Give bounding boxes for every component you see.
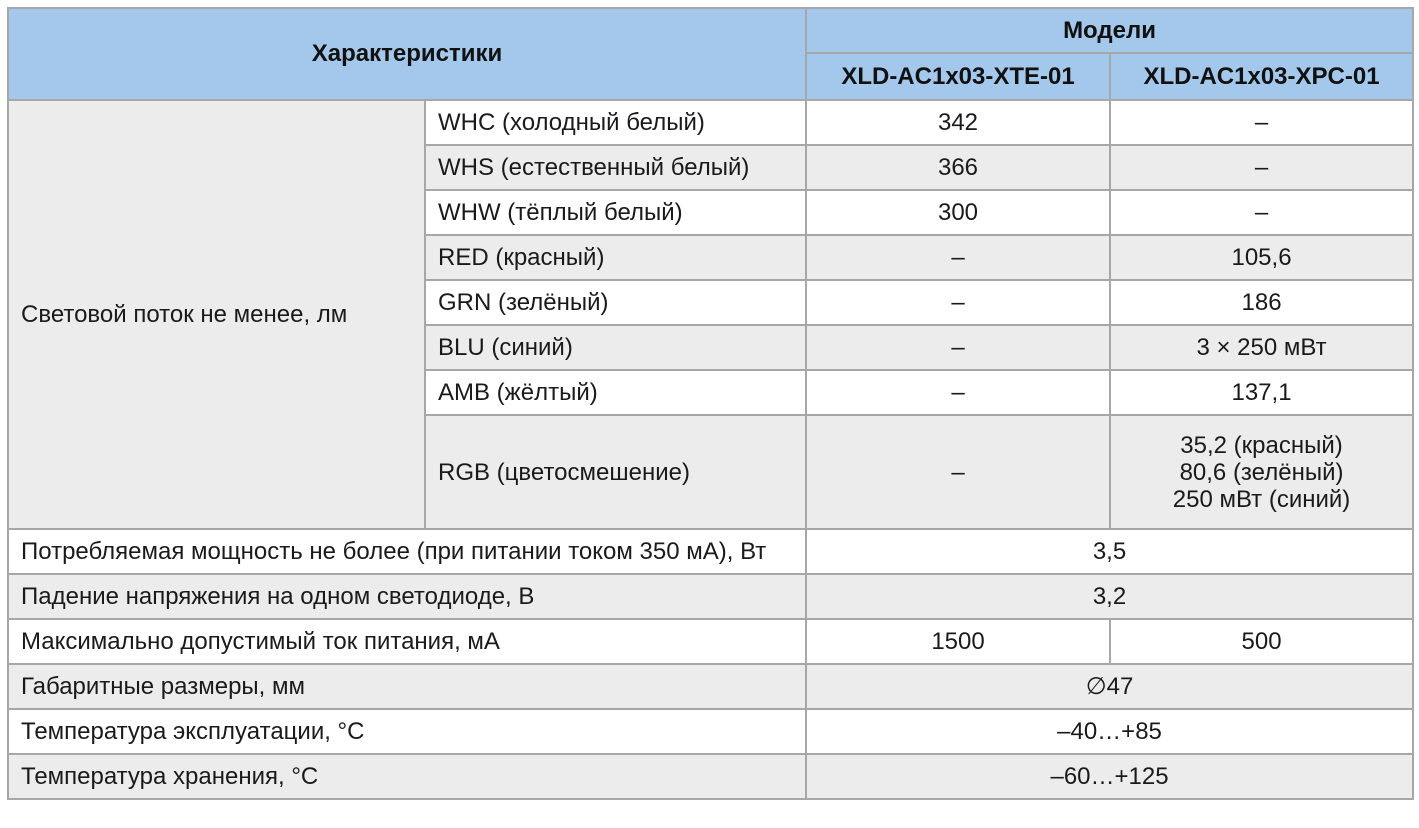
spec-label: Падение напряжения на одном светодиоде, В xyxy=(8,574,806,619)
table-row xyxy=(8,664,1413,709)
header-model-1: XLD-AC1x03-XTE-01 xyxy=(806,53,1110,100)
rgb-values-cell xyxy=(1110,415,1413,529)
rgb-value-line: 35,2 (красный) xyxy=(1180,431,1343,459)
value-cell: – xyxy=(806,415,1110,529)
value-cell: – xyxy=(1110,190,1413,235)
spec-label: Температура эксплуатации, °С xyxy=(8,709,806,754)
spec-value: ∅47 xyxy=(806,664,1413,709)
value-cell: 186 xyxy=(1110,280,1413,325)
spec-value: 3,2 xyxy=(806,574,1413,619)
value-cell: 105,6 xyxy=(1110,235,1413,280)
value-cell: – xyxy=(806,280,1110,325)
value-cell: 137,1 xyxy=(1110,370,1413,415)
spec-value-model-2: 500 xyxy=(1110,619,1413,664)
table-row xyxy=(8,709,1413,754)
value-cell: – xyxy=(1110,145,1413,190)
value-cell: 3 × 250 мВт xyxy=(1110,325,1413,370)
header-models: Модели xyxy=(806,8,1413,53)
table-row xyxy=(8,574,1413,619)
color-label: RGB (цветосмешение) xyxy=(425,415,806,529)
header-model-2: XLD-AC1x03-XPC-01 xyxy=(1110,53,1413,100)
value-cell: – xyxy=(1110,100,1413,145)
color-label: WHW (тёплый белый) xyxy=(425,190,806,235)
spec-table xyxy=(7,7,1414,800)
color-label: GRN (зелёный) xyxy=(425,280,806,325)
value-cell: – xyxy=(806,370,1110,415)
value-cell: 300 xyxy=(806,190,1110,235)
spec-label: Потребляемая мощность не более (при питании током 350 мА), Вт xyxy=(8,529,806,574)
spec-value: 3,5 xyxy=(806,529,1413,574)
color-label: AMB (жёлтый) xyxy=(425,370,806,415)
value-cell: – xyxy=(806,235,1110,280)
luminous-flux-label: Световой поток не менее, лм xyxy=(8,100,425,529)
table-row xyxy=(8,100,1413,145)
value-cell: 366 xyxy=(806,145,1110,190)
table-row xyxy=(8,754,1413,799)
rgb-value-line: 80,6 (зелёный) xyxy=(1179,458,1344,486)
spec-label: Габаритные размеры, мм xyxy=(8,664,806,709)
header-characteristics: Характеристики xyxy=(8,8,806,100)
spec-value: –60…+125 xyxy=(806,754,1413,799)
table-row xyxy=(8,529,1413,574)
color-label: BLU (синий) xyxy=(425,325,806,370)
table-row xyxy=(8,619,1413,664)
spec-label: Максимально допустимый ток питания, мА xyxy=(8,619,806,664)
color-label: WHS (естественный белый) xyxy=(425,145,806,190)
spec-label: Температура хранения, °С xyxy=(8,754,806,799)
value-cell: 342 xyxy=(806,100,1110,145)
spec-value: –40…+85 xyxy=(806,709,1413,754)
color-label: RED (красный) xyxy=(425,235,806,280)
spec-table-container xyxy=(7,7,1414,800)
value-cell: – xyxy=(806,325,1110,370)
color-label: WHC (холодный белый) xyxy=(425,100,806,145)
spec-value-model-1: 1500 xyxy=(806,619,1110,664)
rgb-value-line: 250 мВт (синий) xyxy=(1172,485,1351,513)
